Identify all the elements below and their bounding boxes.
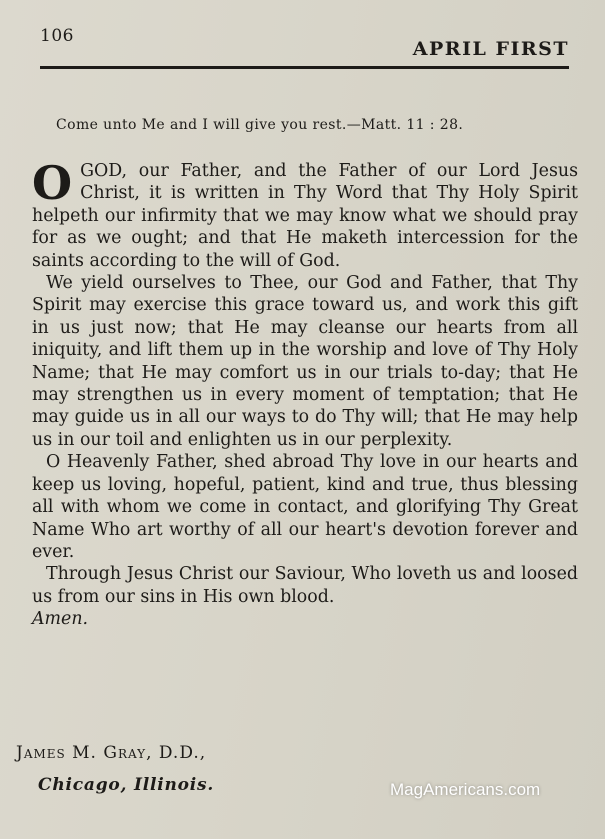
- author-place: Chicago, Illinois.: [38, 775, 215, 795]
- prayer-paragraph: [32, 156, 578, 272]
- page-title: APRIL FIRST: [412, 38, 569, 60]
- page-number: 106: [40, 26, 74, 46]
- drop-cap: O: [32, 156, 73, 210]
- header-rule: [40, 66, 569, 69]
- prayer-body: [32, 156, 578, 631]
- prayer-paragraph: O Heavenly Father, shed abroad Thy love in our hearts and keep us loving, hopeful, patient, kind and true, thus blessing all with whom we come in contact, and glorifying Thy Great Name Who art worthy of all our heart's devotion forever and ever.: [32, 452, 578, 562]
- amen: Amen.: [32, 609, 89, 630]
- epigraph: Come unto Me and I will give you rest.—Matt. 11 : 28.: [56, 117, 464, 133]
- prayer-paragraph: We yield ourselves to Thee, our God and Father, that Thy Spirit may exercise this grace toward us, and work this gift in us just now; that He may cleanse our hearts from all iniquity, and lift them up in the worship and love of Thy Holy Name; that He may comfort us in our trials to-day; that He may strengthen us in every moment of temptation; that He may guide us in all our ways to do Thy will; that He may help us in our toil and enlighten us in our perplexity.: [32, 273, 578, 450]
- prayer-paragraph: Through Jesus Christ our Saviour, Who loveth us and loosed us from our sins in His own blood.: [32, 564, 578, 607]
- prayer-paragraph-text: GOD, our Father, and the Father of our Lord Jesus Christ, it is written in Thy Word that Thy Holy Spirit helpeth our infirmity that we may know what we should pray for as we ought; and that He maketh intercession for the saints according to the will of God.: [32, 161, 578, 271]
- watermark: MagAmericans.com: [390, 780, 541, 799]
- author-name: James M. Gray, D.D.,: [16, 743, 207, 763]
